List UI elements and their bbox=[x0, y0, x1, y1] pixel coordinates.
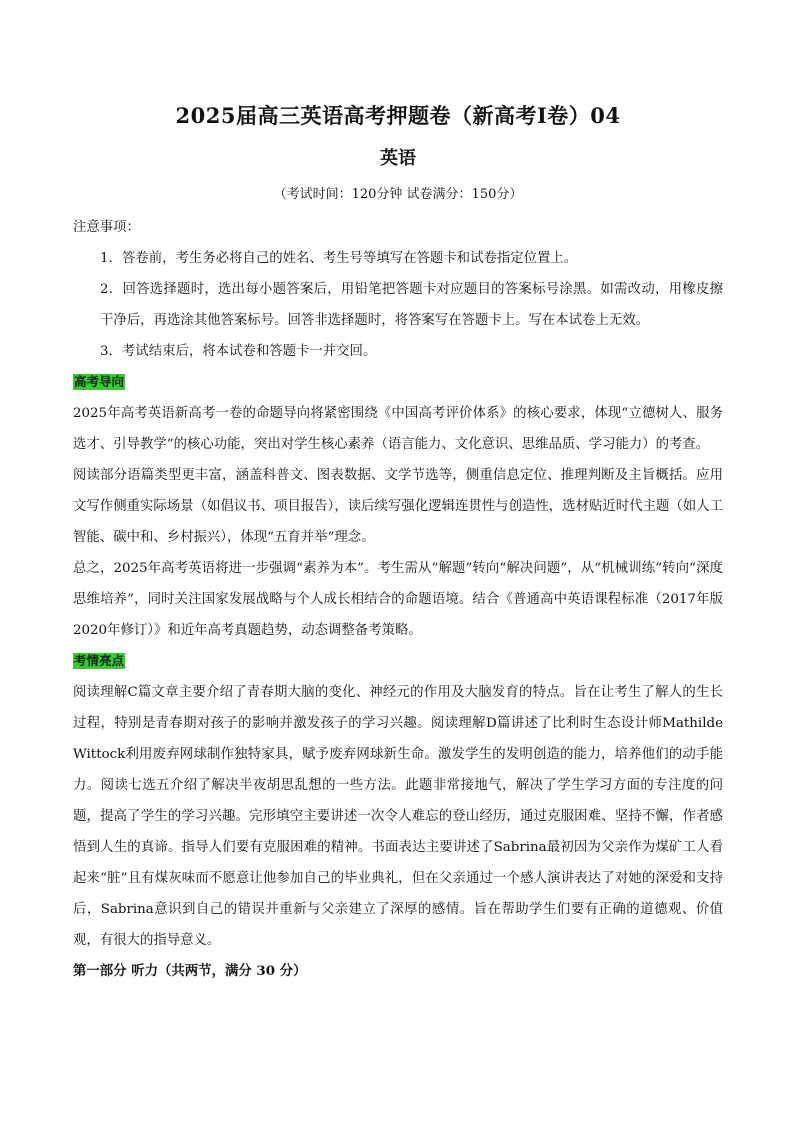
note-item-2: 2．回答选择题时，选出每小题答案后，用铅笔把答题卡对应题目的答案标号涂黑。如需改动，用橡皮擦干净后，再选涂其他答案标号。回答非选择题时，将答案写在答题卡上。写在本试卷上无效。 bbox=[100, 282, 723, 328]
highlights-paragraph: 阅读理解C篇文章主要介绍了青春期大脑的变化、神经元的作用及大脑发育的特点。旨在让考生了解人的生长过程，特别是青春期对孩子的影响并激发孩子的学习兴趣。阅读理解D篇讲述了比利时生态设计师Mathilde Wittock利用废弃网球制作独特家具，赋予废弃网球新生命。激发学生的发明创造的能力，培养他们的动手能力。阅读七选五介绍了解决半夜胡思乱想的一些方法。此题非常接地气，解决了学生学习方面的专注度的问题，提高了学生的学习兴趣。完形填空主要讲述一次令人难忘的登山经历，通过克服困难、坚持不懈，作者感悟到人生的真谛。指导人们要有克服困难的精神。书面表达主要讲述了Sabrina最初因为父亲作为煤矿工人看起来“脏”且有煤灰味而不愿意让他参加自己的毕业典礼，但在父亲通过一个感人演讲表达了对她的深爱和支持后，Sabrina意识到自己的错误并重新与父亲建立了深厚的感情。旨在帮助学生们要有正确的道德观、价值观，有很大的指导意义。 bbox=[73, 685, 723, 948]
guide-label-row bbox=[73, 367, 723, 398]
guide-paragraph-3: 总之，2025年高考英语将进一步强调“素养为本”。考生需从“解题”转向“解决问题”，从“机械训练”转向“深度思维培养”，同时关注国家发展战略与个人成长相结合的命题语境。结合《普通高中英语课程标准（2017年版2020年修订）》和近年高考真题趋势，动态调整备考策略。 bbox=[73, 561, 723, 638]
note-item-3: 3．考试结束后，将本试卷和答题卡一并交回。 bbox=[100, 344, 377, 359]
subject-heading: 英语 bbox=[380, 148, 416, 169]
highlights-label: 考情亮点 bbox=[74, 653, 125, 668]
notes-heading: 注意事项： bbox=[73, 220, 140, 235]
guide-paragraph-1: 2025年高考英语新高考一卷的命题导向将紧密围绕《中国高考评价体系》的核心要求，体现“立德树人、服务选才、引导教学”的核心功能，突出对学生核心素养（语言能力、文化意识、思维品质、学习能力）的考查。 bbox=[73, 406, 723, 452]
paper-title: 2025届高三英语高考押题卷（新高考I卷）04 bbox=[175, 103, 621, 128]
guide-paragraph-2: 阅读部分语篇类型更丰富，涵盖科普文、图表数据、文学节选等，侧重信息定位、推理判断及主旨概括。应用文写作侧重实际场景（如倡议书、项目报告），读后续写强化逻辑连贯性与创造性，选材贴近时代主题（如人工智能、碳中和、乡村振兴），体现“五育并举”理念。 bbox=[73, 468, 723, 545]
body-text bbox=[73, 212, 723, 987]
note-item-1: 1．答卷前，考生务必将自己的姓名、考生号等填写在答题卡和试卷指定位置上。 bbox=[100, 251, 578, 266]
guide-label: 高考导向 bbox=[74, 374, 125, 389]
exam-info: （考试时间：120分钟 试卷满分：150分） bbox=[273, 187, 523, 202]
section-heading: 第一部分 听力（共两节，满分 30 分） bbox=[73, 963, 307, 979]
highlights-label-row bbox=[73, 646, 723, 677]
